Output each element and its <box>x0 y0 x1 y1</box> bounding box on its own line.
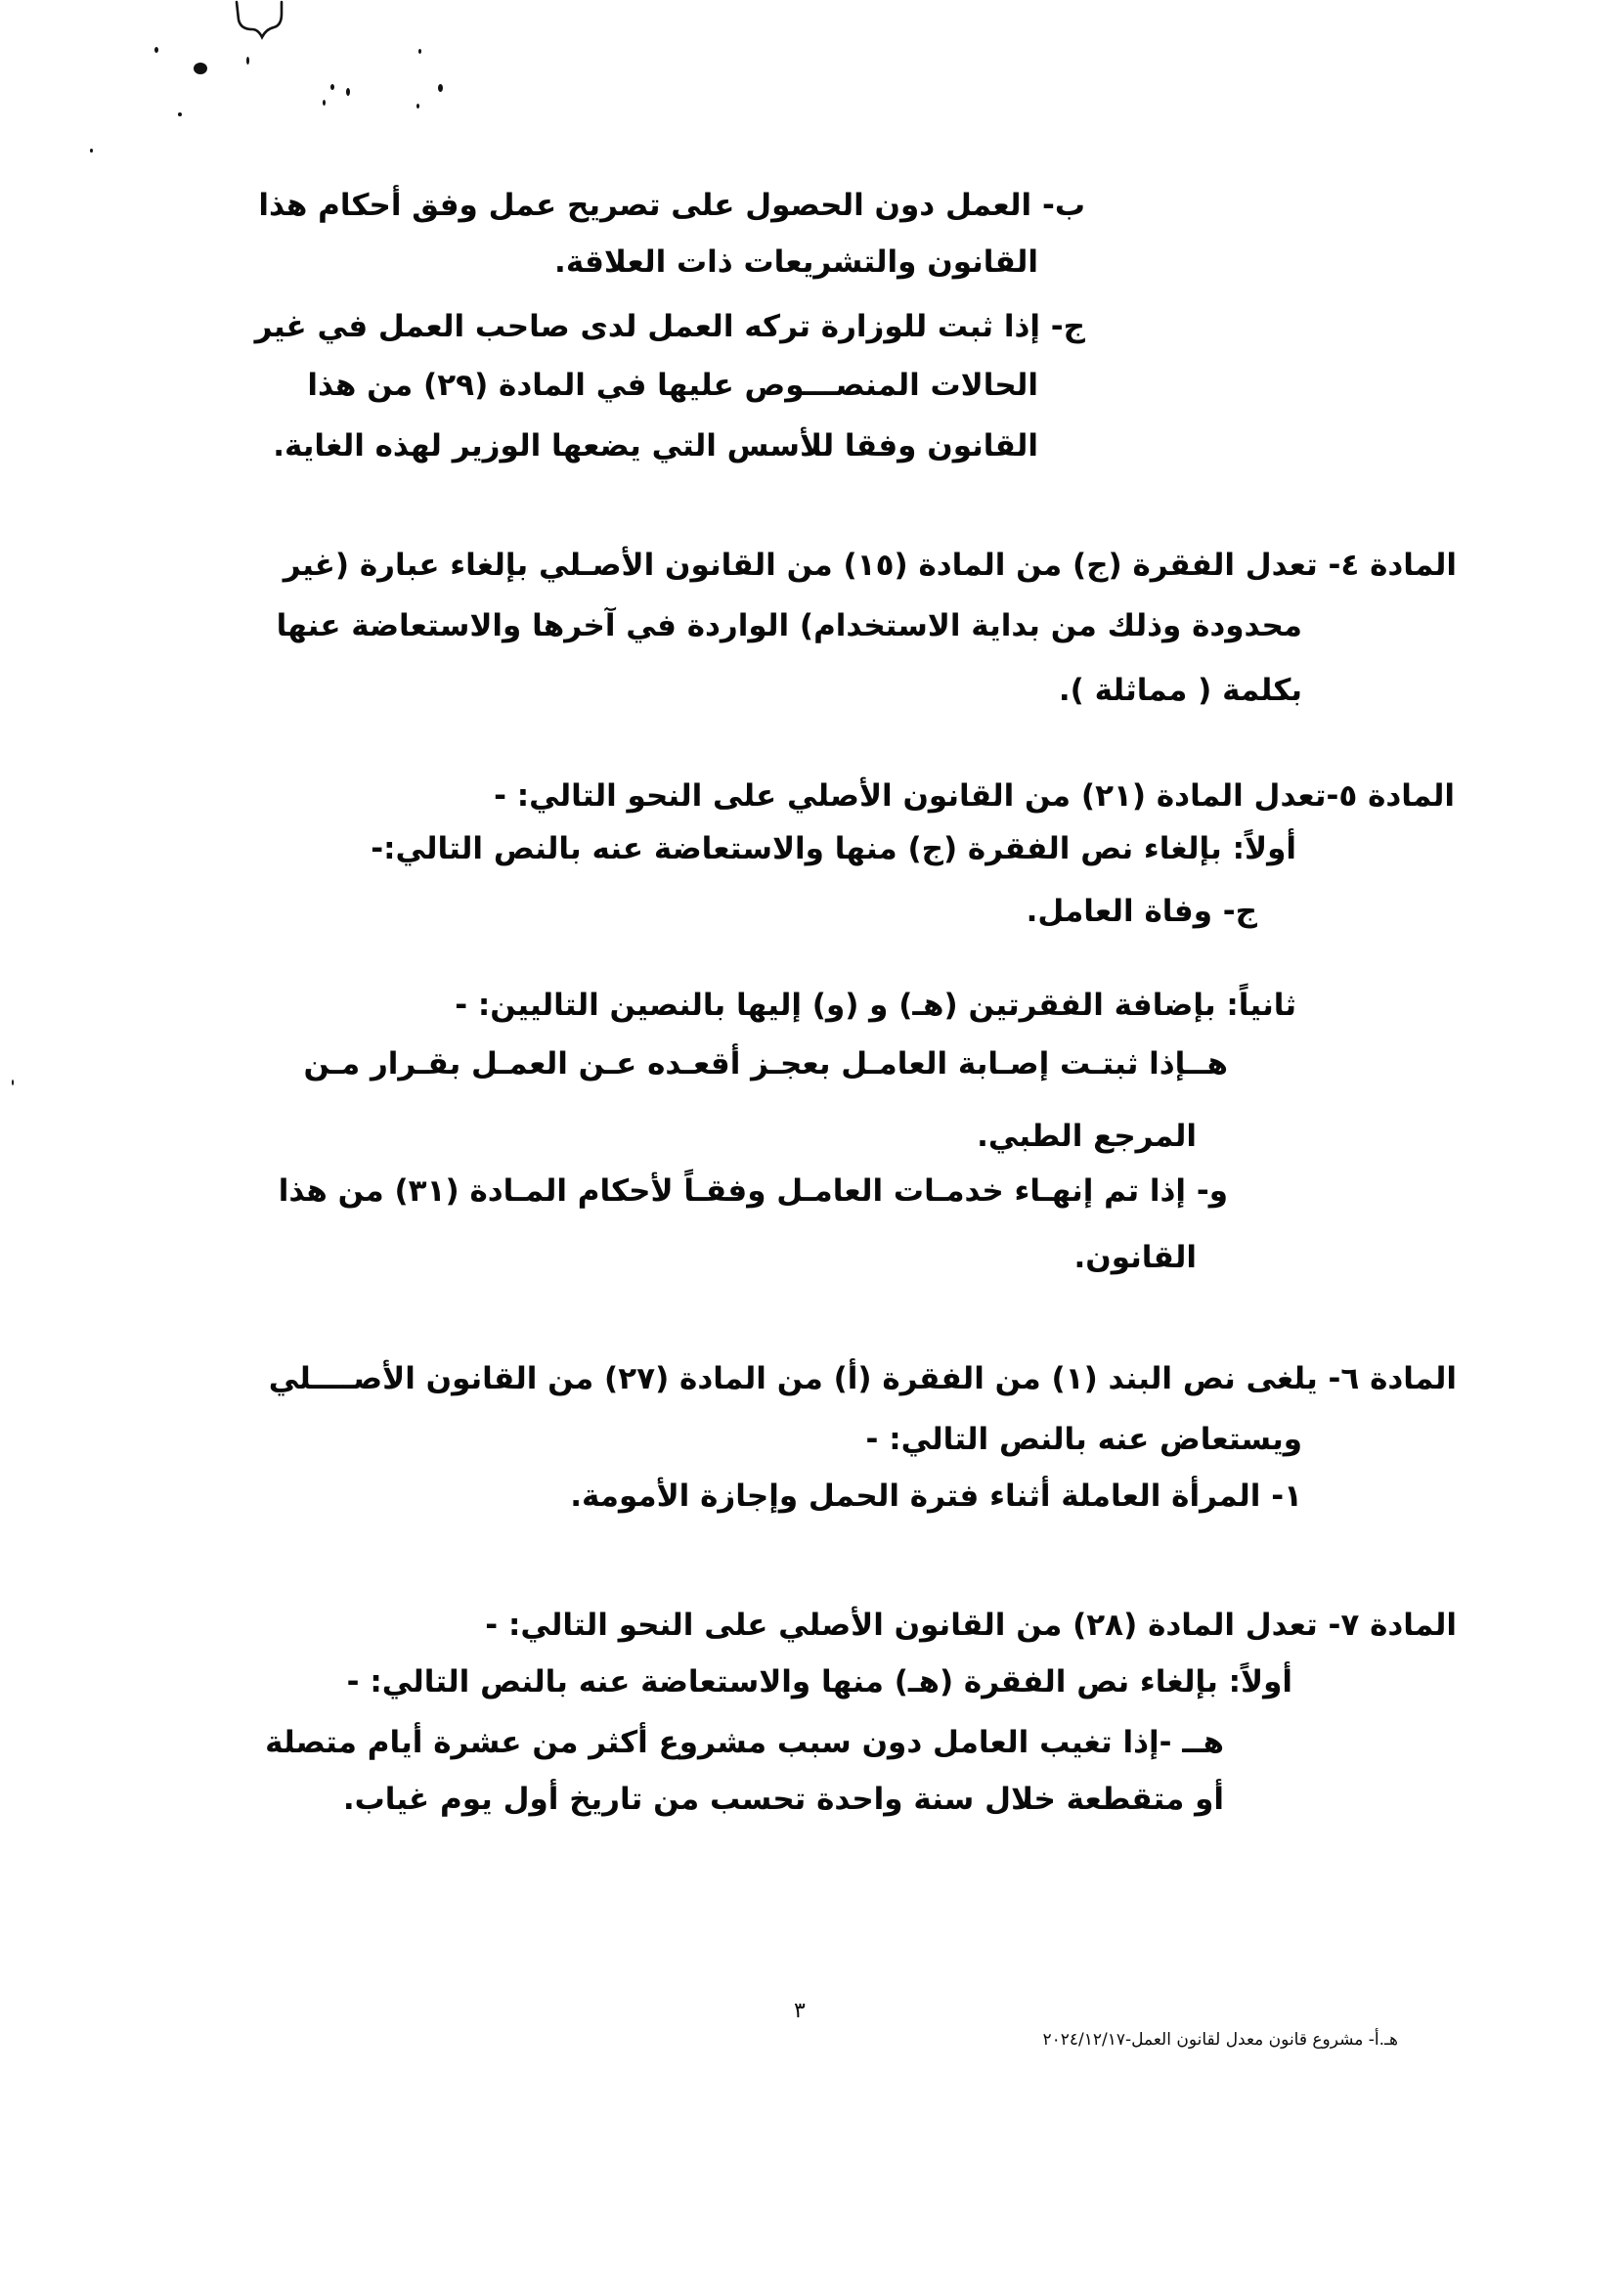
article-4-line-1: المادة ٤- تعدل الفقرة (ج) من المادة (١٥) من القانون الأصـلي بإلغاء عبارة (غير <box>283 548 1457 583</box>
scan-speck <box>154 47 158 53</box>
article-6-line-1: المادة ٦- يلغى نص البند (١) من الفقرة (أ) من المادة (٢٧) من القانون الأصــــلي <box>268 1361 1457 1396</box>
article-5-heading: المادة ٥-تعدل المادة (٢١) من القانون الأصلي على النحو التالي: - <box>494 778 1455 814</box>
article-4-line-3: بكلمة ( مماثلة ). <box>1058 673 1302 708</box>
article-5-item-w-line-2: القانون. <box>1073 1240 1197 1275</box>
scan-speck <box>12 1080 14 1085</box>
article-5-item-h-line-2: المرجع الطبي. <box>977 1119 1197 1154</box>
article-5-second-clause: ثانياً: بإضافة الفقرتين (هـ) و (و) إليها بالنصين التاليين: - <box>455 988 1296 1023</box>
article-7-item-h-line-1: هــ -إذا تغيب العامل دون سبب مشروع أكثر من عشرة أيام متصلة <box>265 1725 1224 1760</box>
article-5-first-clause: أولاً: بإلغاء نص الفقرة (ج) منها والاستعاضة عنه بالنص التالي:- <box>371 831 1296 866</box>
footer-reference: هـ.أ- مشروع قانون معدل لقانون العمل-٢٠٢٤/١٢/١٧ <box>1042 2030 1398 2050</box>
scan-speck <box>438 84 443 92</box>
scan-speck <box>194 63 207 74</box>
scan-speck <box>323 100 326 106</box>
scan-speck <box>418 49 421 54</box>
scan-speck <box>416 104 419 109</box>
item-c-line-2: الحالات المنصـــوص عليها في المادة (٢٩) من هذا <box>307 368 1038 403</box>
page-number: ٣ <box>794 1999 806 2023</box>
article-5-item-w-line-1: و- إذا تم إنهـاء خدمـات العامـل وفقـاً لأحكام المـادة (٣١) من هذا <box>278 1173 1228 1209</box>
article-6-line-2: ويستعاض عنه بالنص التالي: - <box>865 1422 1302 1457</box>
item-b-line-1: ب- العمل دون الحصول على تصريح عمل وفق أحكام هذا <box>258 188 1085 223</box>
scan-speck <box>90 149 93 153</box>
article-5-item-c: ج- وفاة العامل. <box>1026 894 1257 929</box>
item-c-line-3: القانون وفقا للأسس التي يضعها الوزير لهذه الغاية. <box>273 428 1038 464</box>
article-6-item-1: ١- المرأة العاملة أثناء فترة الحمل وإجازة الأمومة. <box>570 1479 1302 1514</box>
scan-speck <box>178 112 182 116</box>
article-4-line-2: محدودة وذلك من بداية الاستخدام) الواردة في آخرها والاستعاضة عنها <box>276 608 1302 643</box>
scan-speck <box>346 88 350 96</box>
article-7-item-h-line-2: أو متقطعة خلال سنة واحدة تحسب من تاريخ أول يوم غياب. <box>342 1782 1224 1817</box>
handwritten-mark-icon <box>233 0 291 44</box>
scan-speck <box>246 57 249 65</box>
item-c-line-1: ج- إذا ثبت للوزارة تركه العمل لدى صاحب العمل في غير <box>254 309 1085 344</box>
item-b-line-2: القانون والتشريعات ذات العلاقة. <box>554 244 1038 280</box>
article-7-heading: المادة ٧- تعدل المادة (٢٨) من القانون الأصلي على النحو التالي: - <box>485 1608 1457 1643</box>
article-5-item-h-line-1: هــإذا ثبتـت إصـابة العامـل بعجـز أقعـده عـن العمـل بقـرار مـن <box>303 1046 1228 1082</box>
article-7-first-clause: أولاً: بإلغاء نص الفقرة (هـ) منها والاستعاضة عنه بالنص التالي: - <box>346 1664 1292 1700</box>
scan-speck <box>330 84 334 90</box>
